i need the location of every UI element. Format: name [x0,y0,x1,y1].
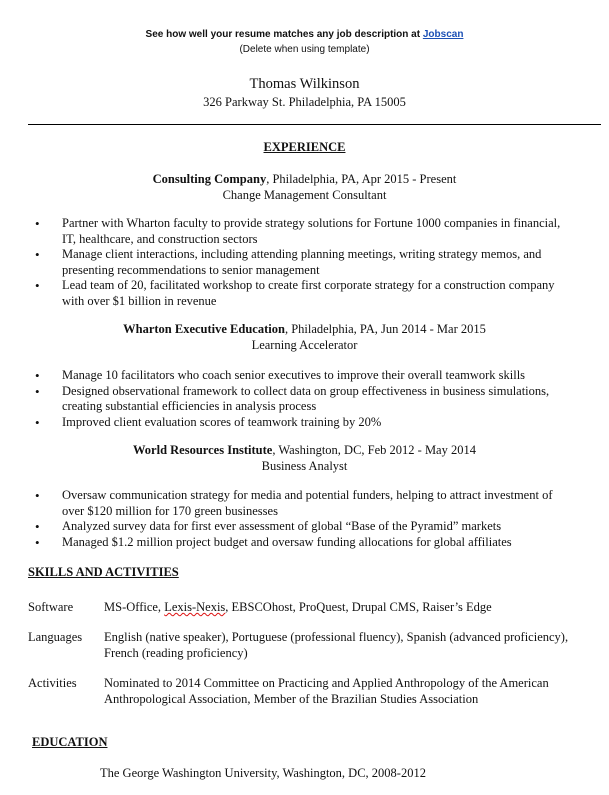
education-entry: The George Washington University, Washington, DC, 2008-2012 [100,766,426,780]
skill-row-activities [28,675,588,709]
banner-line-1: See how well your resume matches any job description at Jobscan [145,29,464,40]
list-item: • Lead team of 20, facilitated workshop to create first corporate strategy for a construction company with over $1 billion in revenue [62,278,572,309]
template-banner [0,27,609,57]
list-item: • Manage client interactions, including attending planning meetings, writing strategy memos, and presenting recommendations to senior management [62,247,572,278]
job-heading [0,321,609,353]
candidate-name: Thomas Wilkinson [249,76,360,92]
header-divider [28,124,601,125]
skill-row-software [28,599,588,617]
job-role: Change Management Consultant [222,188,387,202]
job-role: Business Analyst [261,459,348,473]
job-heading [0,442,609,474]
job-company: World Resources Institute [133,443,273,457]
skill-value: MS-Office, Lexis-Nexis, EBSCOhost, ProQuest, Drupal CMS, Raiser’s Edge [104,600,492,614]
job-role: Learning Accelerator [251,338,358,352]
list-item: • Analyzed survey data for first ever assessment of global “Base of the Pyramid” markets [62,519,572,535]
skill-value: Nominated to 2014 Committee on Practicing and Applied Anthropology of the American Anthropological Association, Member of the Brazilian Studies Association [104,676,549,706]
skill-label: Software [28,600,74,614]
job-bullets [62,216,572,309]
candidate-address: 326 Parkway St. Philadelphia, PA 15005 [203,95,406,109]
job-meta: , Philadelphia, PA, Apr 2015 - Present [266,172,457,186]
skill-label: Languages [28,630,83,644]
spellcheck-flagged-word: Lexis-Nexis [164,600,226,614]
skill-label: Activities [28,676,77,690]
skill-value: English (native speaker), Portuguese (professional fluency), Spanish (advanced proficiency), French (reading proficiency) [104,630,569,660]
list-item: • Managed $1.2 million project budget and oversaw funding allocations for global affiliates [62,535,572,551]
job-meta: , Washington, DC, Feb 2012 - May 2014 [272,443,476,457]
job-company: Wharton Executive Education [123,322,285,336]
job-company: Consulting Company [152,172,267,186]
job-meta: , Philadelphia, PA, Jun 2014 - Mar 2015 [284,322,486,336]
experience-heading: EXPERIENCE [263,140,346,154]
job-bullets [62,368,572,430]
list-item: • Improved client evaluation scores of teamwork training by 20% [62,415,572,431]
jobscan-link[interactable]: Jobscan [422,29,464,40]
job-heading [0,171,609,203]
skill-row-languages [28,629,588,663]
banner-line-2: (Delete when using template) [239,44,370,55]
list-item: • Manage 10 facilitators who coach senior executives to improve their overall teamwork skills [62,368,572,384]
list-item: • Partner with Wharton faculty to provide strategy solutions for Fortune 1000 companies in financial, IT, healthcare, and construction sectors [62,216,572,247]
resume-header [0,75,609,111]
skills-heading: SKILLS AND ACTIVITIES [28,565,179,579]
education-heading: EDUCATION [32,735,108,749]
job-bullets [62,488,572,550]
list-item: • Designed observational framework to collect data on group effectiveness in business simulations, creating substantial efficiencies in analysis process [62,384,572,415]
list-item: • Oversaw communication strategy for media and potential funders, helping to attract investment of over $120 million for 170 green businesses [62,488,572,519]
